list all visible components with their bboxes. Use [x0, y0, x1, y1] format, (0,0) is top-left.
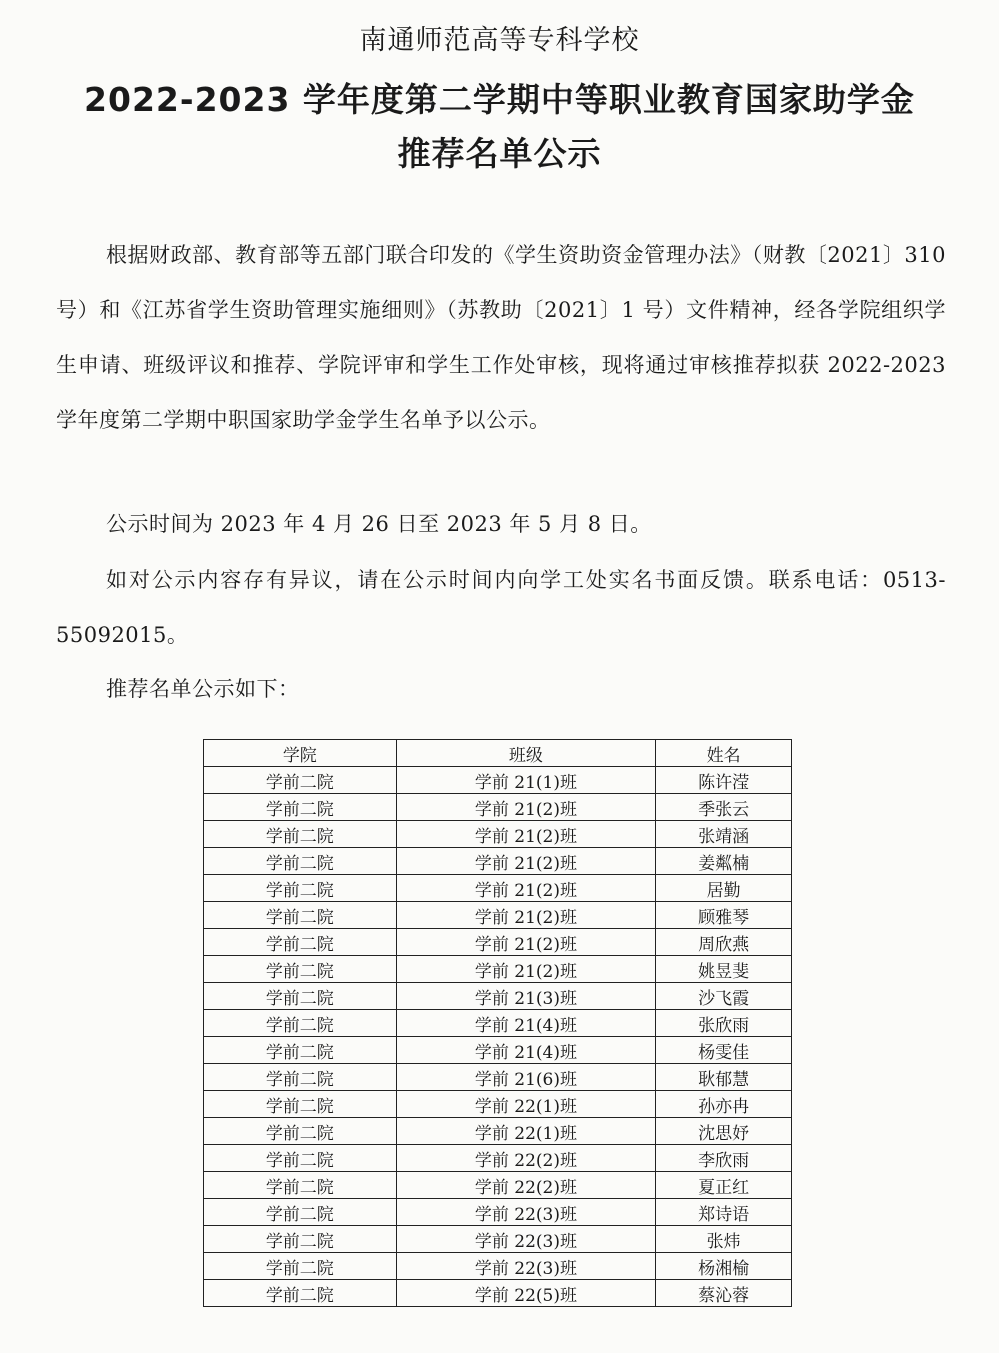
- cell-class: 学前 21(2)班: [396, 848, 656, 875]
- table-row: [204, 1064, 792, 1091]
- cell-college: 学前二院: [204, 767, 397, 794]
- cell-name: 张欣雨: [656, 1010, 792, 1037]
- cell-name: 顾雅琴: [656, 902, 792, 929]
- cell-class: 学前 21(2)班: [396, 794, 656, 821]
- cell-college: 学前二院: [204, 875, 397, 902]
- cell-class: 学前 21(4)班: [396, 1010, 656, 1037]
- table-row: [204, 1037, 792, 1064]
- cell-name: 孙亦冉: [656, 1091, 792, 1118]
- cell-college: 学前二院: [204, 1118, 397, 1145]
- table-row: [204, 875, 792, 902]
- cell-name: 郑诗语: [656, 1199, 792, 1226]
- cell-class: 学前 21(2)班: [396, 956, 656, 983]
- table-row: [204, 1010, 792, 1037]
- document-title: 2022-2023 学年度第二学期中等职业教育国家助学金: [84, 80, 915, 119]
- cell-name: 蔡沁蓉: [656, 1280, 792, 1307]
- cell-class: 学前 21(2)班: [396, 902, 656, 929]
- cell-college: 学前二院: [204, 1253, 397, 1280]
- cell-class: 学前 22(2)班: [396, 1145, 656, 1172]
- cell-name: 沙飞霞: [656, 983, 792, 1010]
- cell-class: 学前 21(2)班: [396, 821, 656, 848]
- cell-class: 学前 21(6)班: [396, 1064, 656, 1091]
- cell-name: 季张云: [656, 794, 792, 821]
- table-row: [204, 1091, 792, 1118]
- table-row: [204, 848, 792, 875]
- cell-class: 学前 22(3)班: [396, 1226, 656, 1253]
- cell-college: 学前二院: [204, 1172, 397, 1199]
- cell-class: 学前 21(2)班: [396, 929, 656, 956]
- cell-name: 耿郁慧: [656, 1064, 792, 1091]
- recommendation-table: [203, 739, 792, 1307]
- cell-college: 学前二院: [204, 1091, 397, 1118]
- cell-name: 居勤: [656, 875, 792, 902]
- cell-name: 陈许滢: [656, 767, 792, 794]
- table-row: [204, 821, 792, 848]
- cell-college: 学前二院: [204, 1037, 397, 1064]
- cell-class: 学前 21(3)班: [396, 983, 656, 1010]
- cell-college: 学前二院: [204, 821, 397, 848]
- table-row: [204, 794, 792, 821]
- table-row: [204, 1118, 792, 1145]
- cell-college: 学前二院: [204, 1199, 397, 1226]
- cell-college: 学前二院: [204, 902, 397, 929]
- table-row: [204, 1145, 792, 1172]
- cell-name: 张炜: [656, 1226, 792, 1253]
- cell-college: 学前二院: [204, 956, 397, 983]
- intro-paragraph: 根据财政部、教育部等五部门联合印发的《学生资助资金管理办法》（财教〔2021〕310 号）和《江苏省学生资助管理实施细则》（苏教助〔2021〕1 号）文件精神，经各学院组织学生申请、班级评议和推荐、学院评审和学生工作处审核，现将通过审核推荐拟获 2022-2023 学年度第二学期中职国家助学金学生名单予以公示。: [56, 243, 946, 432]
- cell-college: 学前二院: [204, 929, 397, 956]
- document-subtitle: 推荐名单公示: [397, 134, 602, 173]
- cell-college: 学前二院: [204, 983, 397, 1010]
- cell-college: 学前二院: [204, 1064, 397, 1091]
- cell-college: 学前二院: [204, 1280, 397, 1307]
- cell-college: 学前二院: [204, 848, 397, 875]
- cell-class: 学前 22(3)班: [396, 1199, 656, 1226]
- cell-name: 夏正红: [656, 1172, 792, 1199]
- cell-class: 学前 22(3)班: [396, 1253, 656, 1280]
- table-row: [204, 1280, 792, 1307]
- cell-class: 学前 22(2)班: [396, 1172, 656, 1199]
- cell-class: 学前 21(1)班: [396, 767, 656, 794]
- cell-college: 学前二院: [204, 1010, 397, 1037]
- table-row: [204, 956, 792, 983]
- cell-name: 张靖涵: [656, 821, 792, 848]
- table-row: [204, 902, 792, 929]
- header-class: 班级: [396, 740, 656, 767]
- publicity-period-paragraph: 公示时间为 2023 年 4 月 26 日至 2023 年 5 月 8 日。: [106, 512, 652, 536]
- table-row: [204, 983, 792, 1010]
- table-row: [204, 1253, 792, 1280]
- table-row: [204, 1199, 792, 1226]
- cell-name: 杨湘榆: [656, 1253, 792, 1280]
- cell-name: 李欣雨: [656, 1145, 792, 1172]
- cell-name: 姚昱斐: [656, 956, 792, 983]
- header-name: 姓名: [656, 740, 792, 767]
- cell-name: 杨雯佳: [656, 1037, 792, 1064]
- table-row: [204, 929, 792, 956]
- table-row: [204, 1226, 792, 1253]
- cell-class: 学前 22(1)班: [396, 1118, 656, 1145]
- table-header-row: [204, 740, 792, 767]
- cell-college: 学前二院: [204, 1226, 397, 1253]
- header-college: 学院: [204, 740, 397, 767]
- cell-name: 姜粼楠: [656, 848, 792, 875]
- cell-class: 学前 22(5)班: [396, 1280, 656, 1307]
- cell-name: 周欣燕: [656, 929, 792, 956]
- cell-class: 学前 21(4)班: [396, 1037, 656, 1064]
- table-row: [204, 1172, 792, 1199]
- list-intro-paragraph: 推荐名单公示如下：: [106, 677, 300, 701]
- cell-name: 沈思妤: [656, 1118, 792, 1145]
- school-name: 南通师范高等专科学校: [359, 25, 640, 56]
- cell-college: 学前二院: [204, 1145, 397, 1172]
- cell-college: 学前二院: [204, 794, 397, 821]
- cell-class: 学前 22(1)班: [396, 1091, 656, 1118]
- cell-class: 学前 21(2)班: [396, 875, 656, 902]
- feedback-paragraph: 如对公示内容存有异议，请在公示时间内向学工处实名书面反馈。联系电话：0513-55092015。: [56, 568, 946, 647]
- table-row: [204, 767, 792, 794]
